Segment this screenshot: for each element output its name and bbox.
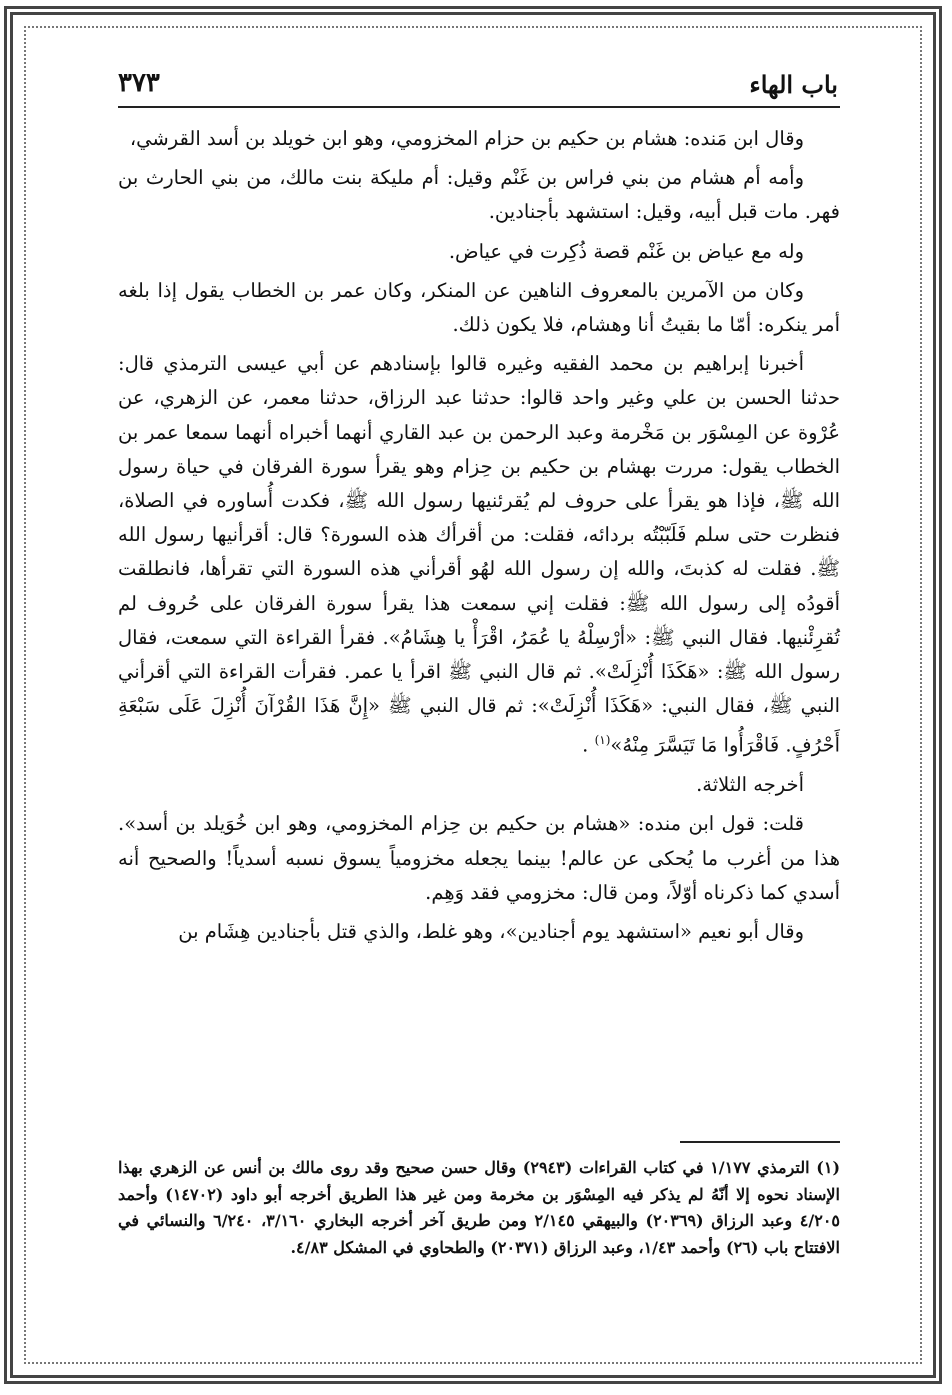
main-text xyxy=(118,122,840,954)
paragraph-hadith: أخبرنا إبراهيم بن محمد الفقيه وغيره قالوا بإسنادهم عن أبي عيسى الترمذي قال: حدثنا الحسن بن علي وغير واحد قالوا: حدثنا عبد الرزاق، حدثنا معمر، عن الزهري، عن عُرْوة عن المِسْوَر بن مَخْرمة وعبد الرحمن بن عبد القاري أنهما أخبراه أنهما سمعا عمر بن الخطاب يقول: مررت بهشام بن حكيم بن حِزام وهو يقرأ سورة الفرقان في حياة رسول الله ﷺ، فإذا هو يقرأ على حروف لم يُقرئنيها رسول الله ﷺ، فكدت أُساوره في الصلاة، فنظرت حتى سلم فَلَبّبْتُه بردائه، فقلت: من أقرأك هذه السورة؟ قال: أقرأنيها رسول الله ﷺ. فقلت له كذبتَ، والله إن رسول الله لهُو أقرأني هذه السورة التي تقرأها، فانطلقت أقودُه إلى رسول الله ﷺ: فقلت إني سمعت هذا يقرأ سورة الفرقان على حُروف لم تُقرِئْنيها. فقال النبي ﷺ: «أرْسِلْهُ يا عُمَرُ، اقْرَأْ يا هِشَامُ». فقرأ القراءة التي سمعت، فقال رسول الله ﷺ: «هَكَذَا أُنْزِلَتْ». ثم قال النبي ﷺ اقرأ يا عمر. فقرأت القراءة التي أقرأني النبي ﷺ، فقال النبي: «هَكَذَا أُنْزِلَتْ»: ثم قال النبي ﷺ «إِنَّ هَذَا القُرْآنَ أُنْزِلَ عَلَى سَبْعَةِ أَحْرُفٍ. فَاقْرَأُوا مَا تَيَسَّرَ مِنْهُ»$^{(١)}$ . xyxy=(118,352,840,757)
paragraph: وقال أبو نعيم «استشهد يوم أجنادين»، وهو غلط، والذي قتل بأجنادين هِشَام بن xyxy=(178,919,804,943)
paragraph: وكان من الآمرين بالمعروف الناهين عن المنكر، وكان عمر بن الخطاب يقول إذا بلغه أمر ينكره: أمّا ما بقيتُ أنا وهشام، فلا يكون ذلك. xyxy=(118,278,840,337)
footnote-marker: (١) xyxy=(594,733,611,748)
running-header xyxy=(118,66,838,106)
chapter-title: باب الهاء xyxy=(749,70,838,99)
paragraph: وله مع عياض بن غَنْم قصة ذُكِرت في عياض. xyxy=(448,239,804,263)
header-rule xyxy=(118,106,840,108)
footnote-rule xyxy=(680,1141,840,1143)
paragraph: أخرجه الثلاثة. xyxy=(696,773,804,797)
footnote: (١) الترمذي ١/١٧٧ في كتاب القراءات (٢٩٤٣) وقال حسن صحيح وقد روى مالك بن أنس عن الزهري بهذا الإسناد نحوه إلا أنّهُ لم يذكر فيه المِسْوَر بن مخرمة ومن غير هذا الطريق أخرجه أبو داود (١٤٧٠٢) وأحمد ٤/٢٠٥ وعبد الرزاق (٢٠٣٦٩) والبيهقي ٢/١٤٥ ومن طريق آخر أخرجه البخاري ٣/١٦٠، ٦/٢٤٠ والنسائي في الافتتاح باب (٢٦) وأحمد ١/٤٣، وعبد الرزاق (٢٠٣٧١) والطحاوي في المشكل ٤/٨٣. xyxy=(118,1158,841,1257)
paragraph: قلت: قول ابن منده: «هشام بن حكيم بن حِزام المخزومي، وهو ابن خُوَيلد بن أسد». هذا من أغرب ما يُحكى عن عالم! بينما يجعله مخزومياً يسوق نسبه أسدياً! والصحيح أنه أسدي كما ذكرناه أوّلاً، ومن قال: مخزومي فقد وَهِم. xyxy=(118,812,840,904)
page-number: ٣٧٣ xyxy=(118,68,160,98)
paragraph: وأمه أم هشام من بني فراس بن غَنْم وقيل: أم مليكة بنت مالك، من بني الحارث بن فهر. مات قبل أبيه، وقيل: استشهد بأجنادين. xyxy=(118,166,840,224)
hadith-text: أخبرنا إبراهيم بن محمد الفقيه وغيره قالوا بإسنادهم عن أبي عيسى الترمذي قال: حدثنا الحسن بن علي وغير واحد قالوا: حدثنا عبد الرزاق، حدثنا معمر، عن الزهري، عن عُرْوة عن المِسْوَر بن مَخْرمة وعبد الرحمن بن عبد القاري أنهما أخبراه أنهما سمعا عمر بن الخطاب يقول: مررت بهشام بن حكيم بن حِزام وهو يقرأ سورة الفرقان في حياة رسول الله ﷺ، فإذا هو يقرأ على حروف لم يُقرئنيها رسول الله ﷺ، فكدت أُساوره في الصلاة، فنظرت حتى سلم فَلَبّبْتُه بردائه، فقلت: من أقرأك هذه السورة؟ قال: أقرأنيها رسول الله ﷺ. فقلت له كذبتَ، والله إن رسول الله لهُو أقرأني هذه السورة التي تقرأها، فانطلقت أقودُه إلى رسول الله ﷺ: فقلت إني سمعت هذا يقرأ سورة الفرقان على حُروف لم تُقرِئْنيها. فقال النبي ﷺ: «أرْسِلْهُ يا عُمَرُ، اقْرَأْ يا هِشَامُ». فقرأ القراءة التي سمعت، فقال رسول الله ﷺ: «هَكَذَا أُنْزِلَتْ». ثم قال النبي ﷺ اقرأ يا عمر. فقرأت القراءة التي أقرأني النبي ﷺ، فقال النبي: «هَكَذَا أُنْزِلَتْ»: ثم قال النبي ﷺ «إِنَّ هَذَا القُرْآنَ أُنْزِلَ عَلَى سَبْعَةِ أَحْرُفٍ. فَاقْرَأُوا مَا تَيَسَّرَ مِنْهُ» xyxy=(118,352,840,757)
paragraph: وقال ابن مَنده: هشام بن حكيم بن حزام المخزومي، وهو ابن خويلد بن أسد القرشي، xyxy=(129,127,804,150)
